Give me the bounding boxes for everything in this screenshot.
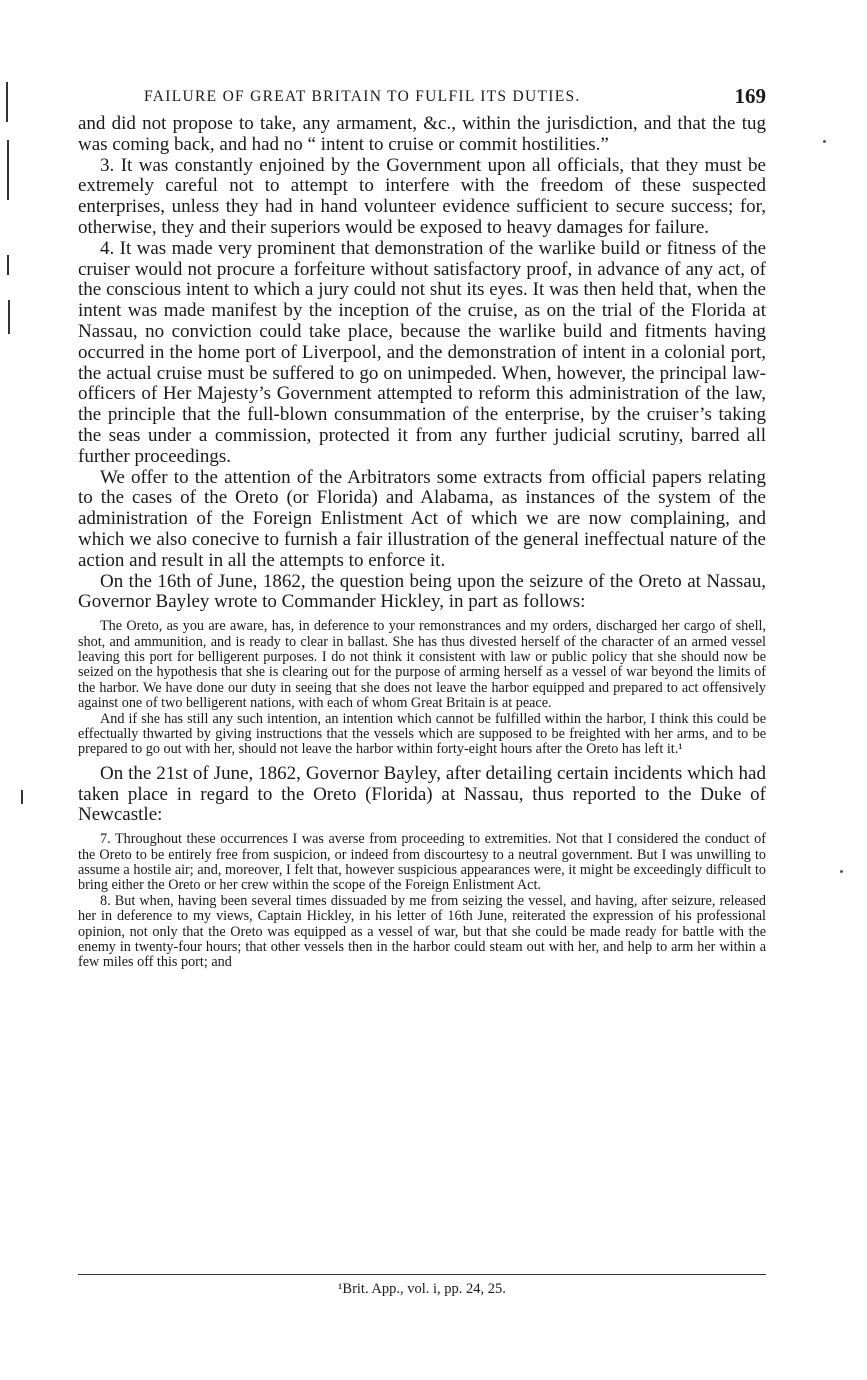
margin-mark xyxy=(7,255,9,275)
page-number: 169 xyxy=(734,84,766,108)
scan-speck xyxy=(840,870,843,873)
page-content xyxy=(78,84,766,977)
quote-paragraph: 7. Throughout these occurrences I was averse from proceeding to extremities. Not that I considered the conduct of the Oreto to be entirely free from suspicion, or indeed from discourtesy to a neutral government. But I was unwilling to assume a hostile air; and, moreover, I felt that, however suspicious appearances were, it might be exceedingly difficult to bring either the Oreto or her crew within the scope of the Foreign Enlistment Act. xyxy=(78,831,766,894)
quote-paragraph: 8. But when, having been several times dissuaded by me from seizing the vessel, and having, after seizure, released her in deference to my views, Captain Hickley, in his letter of 16th June, reiterated the expression of his professional opinion, not only that the Oreto was equipped as a vessel of war, but that she could be made ready for battle with the enemy in twenty-four hours; that other vessels then in the harbor could steam out with her, and help to arm her within a few miles off this port; and xyxy=(78,892,766,971)
paragraph: On the 21st of June, 1862, Governor Bayley, after detailing certain incidents which had taken place in regard to the Oreto (Florida) at Nassau, thus reported to the Duke of Newcastle: xyxy=(78,762,766,826)
quote-paragraph: And if she has still any such intention, an intention which cannot be fulfilled within the harbor, I think this could be effectually thwarted by giving instructions that the vessels which are supposed to be freighted with her arms, and to be prepared to go out with her, should not leave the harbor within forty-eight hours after the Oreto has left it.¹ xyxy=(78,710,766,758)
block-quote xyxy=(78,619,766,758)
running-head xyxy=(78,84,766,114)
paragraph: 4. It was made very prominent that demonstration of the warlike build or fitness of the cruiser would not procure a forfeiture without satisfactory proof, in advance of any act, of the conscious intent to which a jury could not shut its eyes. It was then held that, when the intent was made manifest by the inception of the cruise, as on the trial of the Florida at Nassau, no conviction could take place, because the warlike build and fitments having occurred in the home port of Liverpool, and the demonstration of intent in a colonial port, the actual cruise must be suffered to go on unimpeded. When, however, the principal law-officers of Her Majesty’s Government attempted to reform this administration of the law, the principle that the full-blown consummation of the enterprise, by the cruiser’s taking the seas under a commission, protected it from any further judicial scrutiny, barred all further proceedings. xyxy=(78,237,766,467)
running-head-title: FAILURE OF GREAT BRITAIN TO FULFIL ITS DUTIES. xyxy=(144,88,581,105)
scan-speck xyxy=(823,140,826,143)
paragraph: On the 16th of June, 1862, the question being upon the seizure of the Oreto at Nassau, Governor Bayley wrote to Commander Hickley, in part as follows: xyxy=(78,570,766,613)
footnote: ¹Brit. App., vol. i, pp. 24, 25. xyxy=(338,1281,506,1297)
block-quote xyxy=(78,832,766,971)
margin-mark xyxy=(7,140,9,200)
margin-mark xyxy=(21,790,23,804)
footnote-rule xyxy=(78,1274,766,1275)
margin-mark xyxy=(6,82,8,122)
paragraph: We offer to the attention of the Arbitrators some extracts from official papers relating to the cases of the Oreto (or Florida) and Alabama, as instances of the system of the administration of the Foreign Enlistment Act of which we are now complaining, and which we also conecive to furnish a fair illustration of the general ineffectual nature of the action and result in all the attempts to enforce it. xyxy=(78,466,766,571)
quote-paragraph: The Oreto, as you are aware, has, in deference to your remonstrances and my orders, discharged her cargo of shell, shot, and ammunition, and is ready to clear in ballast. She has thus divested herself of the character of an armed vessel leaving this port for belligerent purposes. I do not think it consistent with law or public policy that she should now be seized on the hypothesis that she is clearing out for the purpose of arming herself as a vessel of war beyond the limits of the harbor. We have done our duty in seeing that she does not leave the harbor equipped and prepared to act offensively against one of two belligerent nations, with each of whom Great Britain is at peace. xyxy=(78,618,766,712)
paragraph: and did not propose to take, any armament, &c., within the jurisdiction, and that the tug was coming back, and had no “ intent to cruise or commit hostilities.” xyxy=(78,113,766,155)
margin-mark xyxy=(8,300,10,334)
paragraph: 3. It was constantly enjoined by the Government upon all officials, that they must be extremely careful not to attempt to interfere with the freedom of these suspected enterprises, unless they had in hand volunteer evidence sufficient to secure success; for, otherwise, they and their superiors would be exposed to heavy damages for failure. xyxy=(78,154,766,238)
